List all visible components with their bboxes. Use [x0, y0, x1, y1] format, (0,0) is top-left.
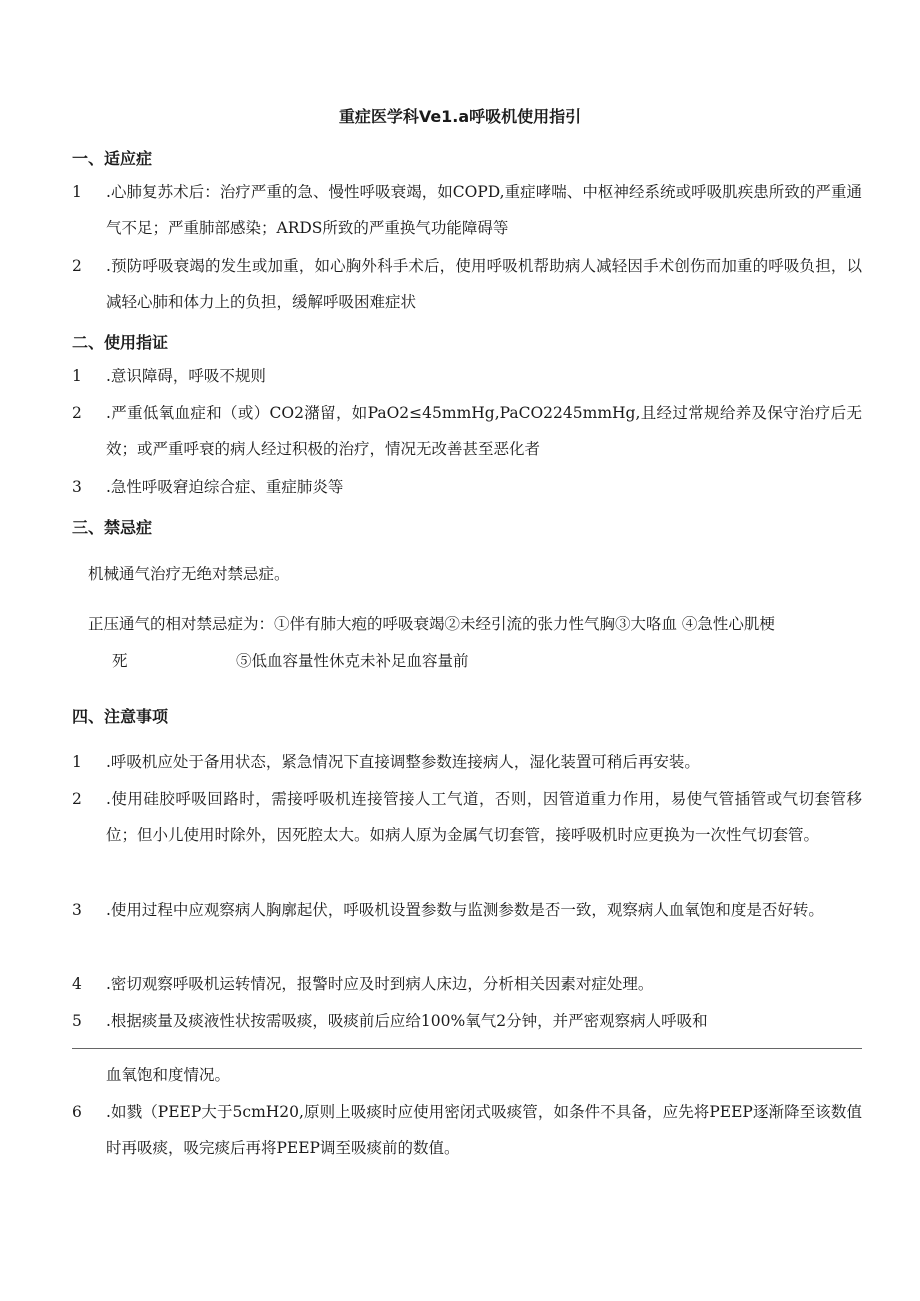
list-item: [72, 892, 862, 928]
list-item: [72, 358, 862, 394]
item-text: .密切观察呼吸机运转情况，报警时应及时到病人床边，分析相关因素对症处理。: [106, 975, 654, 993]
item-number: 6: [72, 1103, 82, 1121]
item-number: 5: [72, 1012, 82, 1030]
item-text: .使用硅胶呼吸回路时，需接呼吸机连接管接人工气道，否则，因管道重力作用，易使气管插管或气切套管移位；但小儿使用时除外，因死腔太大。如病人原为金属气切套管，接呼吸机时应更换为一次性气切套管。: [106, 790, 862, 844]
item-text: .急性呼吸窘迫综合症、重症肺炎等: [106, 478, 344, 496]
paragraph: 机械通气治疗无绝对禁忌症。: [88, 565, 290, 583]
list-item-continuation: [72, 1057, 862, 1093]
paragraph: 正压通气的相对禁忌症为：①伴有肺大疱的呼吸衰竭②未经引流的张力性气胸③大咯血 ④急性心肌梗: [88, 615, 775, 633]
item-text: 血氧饱和度情况。: [106, 1066, 231, 1084]
list-item: [72, 174, 862, 246]
list-item: [72, 781, 862, 853]
paragraph: ⑤低血容量性休克未补足血容量前: [236, 652, 469, 670]
item-number: 3: [72, 901, 82, 919]
section-heading-contraindications: 三、禁忌症: [72, 518, 153, 537]
list-item: [72, 469, 862, 505]
list-item: [72, 1003, 862, 1039]
item-text: .如戮（PEEP大于5cmH20,原则上吸痰时应使用密闭式吸痰管，如条件不具备，应先将PEEP逐渐降至该数值时再吸痰，吸完痰后再将PEEP调至吸痰前的数值。: [106, 1103, 862, 1157]
list-item: [72, 1094, 862, 1166]
list-item: [72, 966, 862, 1002]
item-number: 4: [72, 975, 82, 993]
paragraph-continuation: 死: [112, 652, 128, 670]
item-text: .预防呼吸衰竭的发生或加重，如心胸外科手术后，使用呼吸机帮助病人减轻因手术创伤而加重的呼吸负担，以减轻心肺和体力上的负担，缓解呼吸困难症状: [106, 257, 862, 311]
list-item: [72, 744, 862, 780]
item-number: 3: [72, 478, 82, 496]
section-heading-indications: 一、适应症: [72, 149, 153, 168]
horizontal-rule: [72, 1048, 862, 1049]
list-item: [72, 248, 862, 320]
item-number: 2: [72, 404, 82, 422]
item-text: .呼吸机应处于备用状态，紧急情况下直接调整参数连接病人，湿化装置可稍后再安装。: [106, 753, 700, 771]
item-number: 1: [72, 367, 82, 385]
item-text: .根据痰量及痰液性状按需吸痰，吸痰前后应给100%氧气2分钟，并严密观察病人呼吸和: [106, 1012, 708, 1030]
document-title: 重症医学科Ve1.a呼吸机使用指引: [338, 107, 582, 126]
list-item: [72, 395, 862, 467]
section-heading-usage: 二、使用指证: [72, 333, 169, 352]
item-text: .严重低氧血症和（或）CO2潴留，如PaO2≤45mmHg,PaCO2245mmHg,且经过常规给养及保守治疗后无效；或严重呼衰的病人经过积极的治疗，情况无改善甚至恶化者: [106, 404, 862, 458]
item-number: 2: [72, 790, 82, 808]
item-number: 1: [72, 753, 82, 771]
item-text: .意识障碍，呼吸不规则: [106, 367, 266, 385]
item-number: 2: [72, 257, 82, 275]
item-text: .使用过程中应观察病人胸廓起伏，呼吸机设置参数与监测参数是否一致，观察病人血氧饱和度是否好转。: [106, 901, 824, 919]
section-heading-precautions: 四、注意事项: [72, 707, 169, 726]
item-text: .心肺复苏术后：治疗严重的急、慢性呼吸衰竭，如COPD,重症哮喘、中枢神经系统或呼吸肌疾患所致的严重通气不足；严重肺部感染；ARDS所致的严重换气功能障碍等: [106, 183, 862, 237]
item-number: 1: [72, 183, 82, 201]
